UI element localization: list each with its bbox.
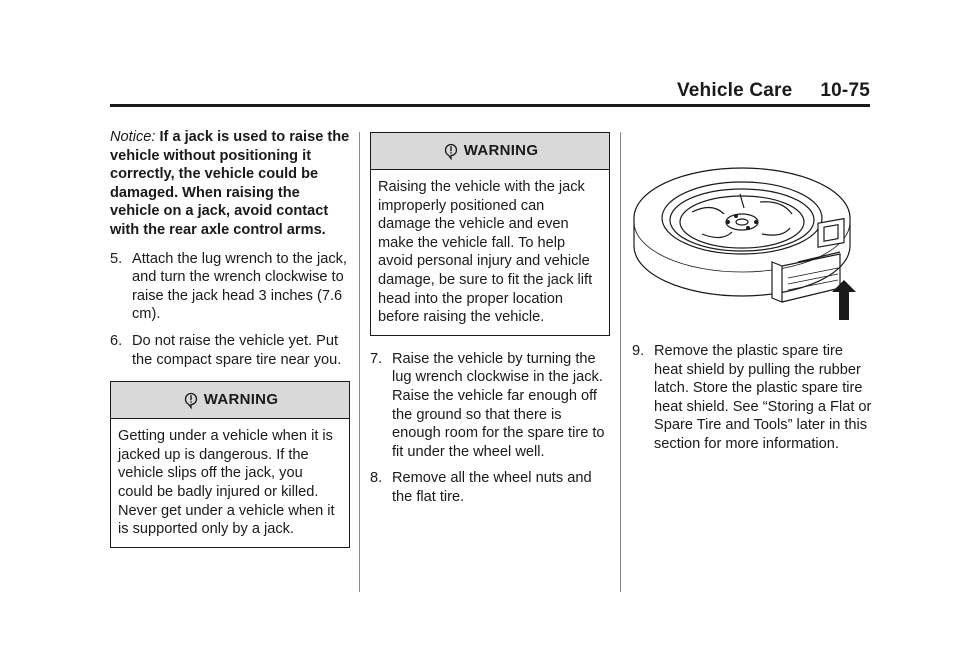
warning-icon [182, 391, 200, 409]
column-2 [370, 130, 610, 515]
warning-title: WARNING [203, 390, 279, 408]
step-text: Do not raise the vehicle yet. Put the compact spare tire near you. [132, 332, 342, 368]
spare-tire-illustration [632, 162, 862, 322]
warning-title: WARNING [463, 141, 539, 159]
step-number: 7. [370, 350, 383, 367]
warning-header [111, 382, 349, 419]
step-text: Raise the vehicle by turning the lug wrench clockwise in the jack. Raise the vehicle far enough off the ground so that there is enough room for the spare tire to fit under the wheel well. [392, 350, 605, 460]
step-9 [632, 342, 872, 454]
page-header [110, 80, 870, 102]
page-number: 10-75 [820, 80, 870, 101]
warning-box [110, 381, 350, 548]
column-divider [620, 132, 621, 592]
column-divider [359, 132, 360, 592]
notice-text: If a jack is used to raise the vehicle without positioning it correctly, the vehicle could be damaged. When raising the vehicle on a jack, avoid contact with the rear axle control arms. [110, 129, 350, 238]
step-text: Remove all the wheel nuts and the flat tire. [392, 470, 592, 505]
column-1 [110, 128, 350, 548]
step-number: 6. [110, 332, 123, 349]
notice-label: Notice: [110, 129, 156, 145]
warning-text: Raising the vehicle with the jack improperly positioned can damage the vehicle and even make the vehicle fall. To help avoid personal injury and vehicle damage, be sure to fit the jack lift head into the proper location before raising the vehicle. [378, 179, 593, 326]
step-8 [370, 469, 610, 506]
step-number: 9. [632, 343, 645, 359]
step-5 [110, 250, 350, 324]
notice [110, 128, 350, 240]
step-text: Remove the plastic spare tire heat shield by pulling the rubber latch. Store the plastic spare tire heat shield. See “Storing a Flat or Spare Tire and Tools” later in this section for more information. [654, 343, 872, 452]
step-6 [110, 332, 350, 369]
section-title: Vehicle Care [676, 80, 793, 101]
step-number: 8. [370, 470, 383, 487]
warning-text: Getting under a vehicle when it is jacked up is dangerous. If the vehicle slips off the jack, you could be badly injured or killed. Never get under a vehicle when it is supported only by a jack. [118, 428, 335, 538]
column-3 [632, 150, 872, 462]
step-7 [370, 350, 610, 462]
step-text: Attach the lug wrench to the jack, and turn the wrench clockwise to raise the jack head 3 inches (7.6 cm). [132, 250, 347, 323]
step-number: 5. [110, 250, 123, 267]
warning-box [370, 132, 610, 336]
warning-icon [442, 142, 460, 160]
warning-header [371, 133, 609, 170]
header-rule [110, 104, 870, 107]
